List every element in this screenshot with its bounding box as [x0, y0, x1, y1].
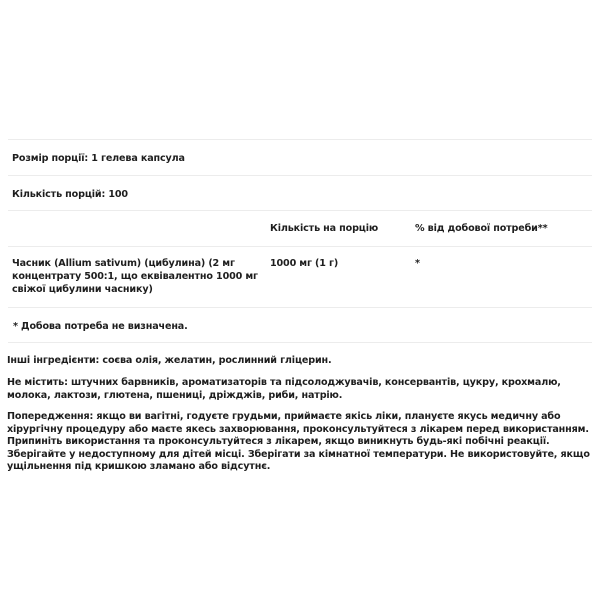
header-daily-value: % від добової потреби** [415, 223, 548, 234]
header-ingredient [8, 222, 266, 246]
free-from: Не містить: штучних барвників, ароматизаторів та підсолоджувачів, консервантів, цукру, крохмалю, молока, лактози, глютена, пшениці, дріжджів, риби, натрію. [7, 377, 561, 401]
ingredient-name: Часник (Allium sativum) (цибулина) (2 мг концентрату 500:1, що еквівалентно 1000 мг свіжої цибулини часнику) [12, 258, 258, 295]
footnote-text: * Добова потреба не визначена. [13, 321, 188, 332]
header-amount: Кількість на порцію [270, 223, 379, 234]
ingredient-amount: 1000 мг (1 г) [270, 258, 339, 269]
ingredient-daily-value: * [415, 258, 420, 269]
servings-count-label: Кількість порцій: 100 [12, 188, 128, 200]
warning: Попередження: якщо ви вагітні, годуєте грудьми, приймаєте якісь ліки, плануєте якусь медичну або хірургічну процедуру або маєте якесь захворювання, проконсультуйтеся з лікарем перед використанням. Припиніть використання та проконсультуйтеся з лікарем, якщо виникнуть будь-які побічні реакції. Зберігайте у недоступному для дітей місці. Зберігати за кімнатної температури. Не використовуйте, якщо ущільнення під кришкою зламано або відсутнє. [7, 411, 590, 473]
supplement-facts-table [8, 139, 592, 343]
other-ingredients: Інші інгредієнти: соєва олія, желатин, рослинний гліцерин. [7, 355, 332, 366]
table-header-row [8, 210, 592, 246]
serving-size-row [8, 139, 592, 175]
serving-size-label: Розмір порції: 1 гелева капсула [12, 153, 185, 164]
servings-count-row [8, 175, 592, 211]
footnote-row [8, 307, 592, 343]
table-row [8, 246, 592, 307]
